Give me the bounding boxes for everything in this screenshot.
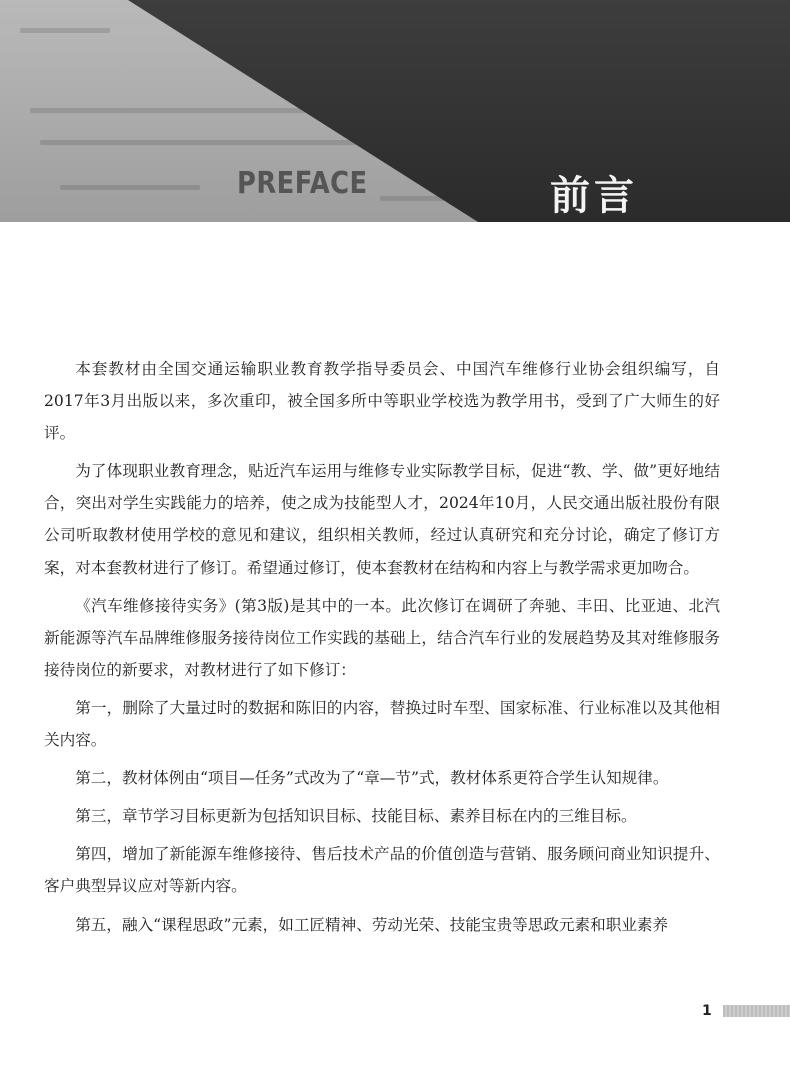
page-number: 1 xyxy=(702,1003,712,1019)
paragraph: 第五，融入“课程思政”元素，如工匠精神、劳动光荣、技能宝贵等思政元素和职业素养 xyxy=(75,915,669,934)
preface-english-title: PREFACE xyxy=(237,166,368,201)
footer-decorative-bar xyxy=(723,1005,790,1017)
paragraph: 第二，教材体例由“项目—任务”式改为了“章—节”式，教材体系更符合学生认知规律。 xyxy=(75,769,669,788)
paragraph: 第四，增加了新能源车维修接待、售后技术产品的价值创造与营销、服务顾问商业知识提升、客户典型异议应对等新内容。 xyxy=(44,845,720,896)
paragraph: 第一，删除了大量过时的数据和陈旧的内容，替换过时车型、国家标准、行业标准以及其他相关内容。 xyxy=(44,698,720,750)
paragraph: 第三，章节学习目标更新为包括知识目标、技能目标、素养目标在内的三维目标。 xyxy=(75,807,637,826)
preface-chinese-title: 前言 xyxy=(550,173,638,219)
paragraph: 为了体现职业教育理念，贴近汽车运用与维修专业实际教学目标，促进“教、学、做”更好地结合，突出对学生实践能力的培养，使之成为技能型人才，2024年10月，人民交通出版社股份有限公司听取教材使用学校的意见和建议，组织相关教师，经过认真研究和充分讨论，确定了修订方案，对本套教材进行了修订。希望通过修订，使本套教材在结构和内容上与教学需求更加吻合。 xyxy=(44,462,720,577)
paragraph: 本套教材由全国交通运输职业教育教学指导委员会、中国汽车维修行业协会组织编写，自2017年3月出版以来，多次重印，被全国多所中等职业学校选为教学用书，受到了广大师生的好评。 xyxy=(44,360,720,443)
preface-body xyxy=(44,353,720,947)
header-banner xyxy=(0,0,790,222)
paragraph: 《汽车维修接待实务》(第3版)是其中的一本。此次修订在调研了奔驰、丰田、比亚迪、北汽新能源等汽车品牌维修服务接待岗位工作实践的基础上，结合汽车行业的发展趋势及其对维修服务接待岗位的新要求，对教材进行了如下修订： xyxy=(44,596,720,679)
